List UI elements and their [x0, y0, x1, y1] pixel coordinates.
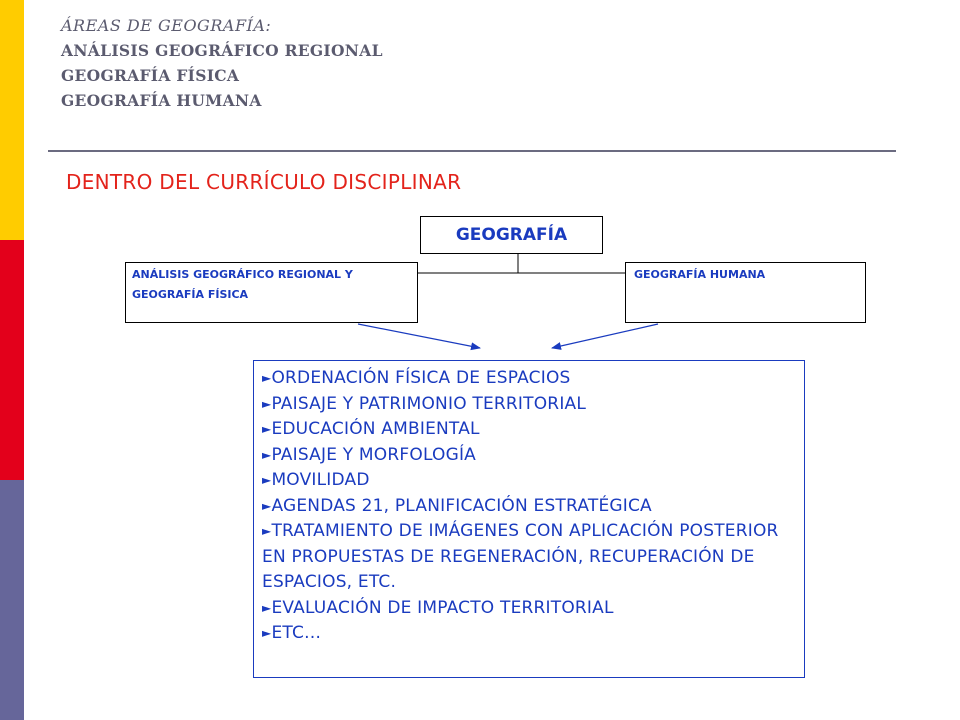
- bullet-triangle-icon: ►: [262, 524, 272, 538]
- bullet-triangle-icon: ►: [262, 626, 272, 640]
- branch-node-analisis-fisica: ANÁLISIS GEOGRÁFICO REGIONAL Y GEOGRAFÍA FÍSICA: [125, 262, 418, 323]
- bullet-triangle-icon: ►: [262, 422, 272, 436]
- list-item: ►PAISAJE Y MORFOLOGÍA: [262, 444, 477, 465]
- list-item: ►PAISAJE Y PATRIMONIO TERRITORIAL: [262, 393, 587, 414]
- arrow-right-to-list: [552, 324, 658, 348]
- bullet-triangle-icon: ►: [262, 447, 272, 462]
- bullet-triangle-icon: ►: [262, 371, 272, 385]
- bullet-triangle-icon: ►: [262, 600, 272, 615]
- list-item: ►MOVILIDAD: [262, 470, 370, 490]
- list-item: ►TRATAMIENTO DE IMÁGENES CON APLICACIÓN POSTERIOR EN PROPUESTAS DE REGENERACIÓN, RECUPERACIÓN DE ESPACIOS, ETC.: [262, 521, 779, 592]
- list-item: ►ORDENACIÓN FÍSICA DE ESPACIOS: [262, 368, 571, 388]
- bullet-triangle-icon: ►: [262, 498, 272, 513]
- bullet-triangle-icon: ►: [262, 396, 272, 411]
- list-item: ►EDUCACIÓN AMBIENTAL: [262, 419, 480, 439]
- list-item: ►AGENDAS 21, PLANIFICACIÓN ESTRATÉGICA: [262, 495, 652, 516]
- header-item-fisica: GEOGRAFÍA FÍSICA: [61, 66, 240, 85]
- header-item-humana: GEOGRAFÍA HUMANA: [61, 91, 262, 110]
- header-item-regional: ANÁLISIS GEOGRÁFICO REGIONAL: [61, 41, 383, 60]
- topics-list: [253, 360, 805, 678]
- bullet-triangle-icon: ►: [262, 473, 272, 487]
- root-node-geografia: GEOGRAFÍA: [420, 216, 603, 254]
- arrow-left-to-list: [358, 324, 480, 348]
- branch-node-humana: GEOGRAFÍA HUMANA: [625, 262, 866, 323]
- list-item: ►EVALUACIÓN DE IMPACTO TERRITORIAL: [262, 597, 614, 618]
- header-title: ÁREAS DE GEOGRAFÍA:: [61, 16, 272, 35]
- page-subtitle: DENTRO DEL CURRÍCULO DISCIPLINAR: [66, 170, 462, 194]
- list-item: ►ETC…: [262, 623, 322, 643]
